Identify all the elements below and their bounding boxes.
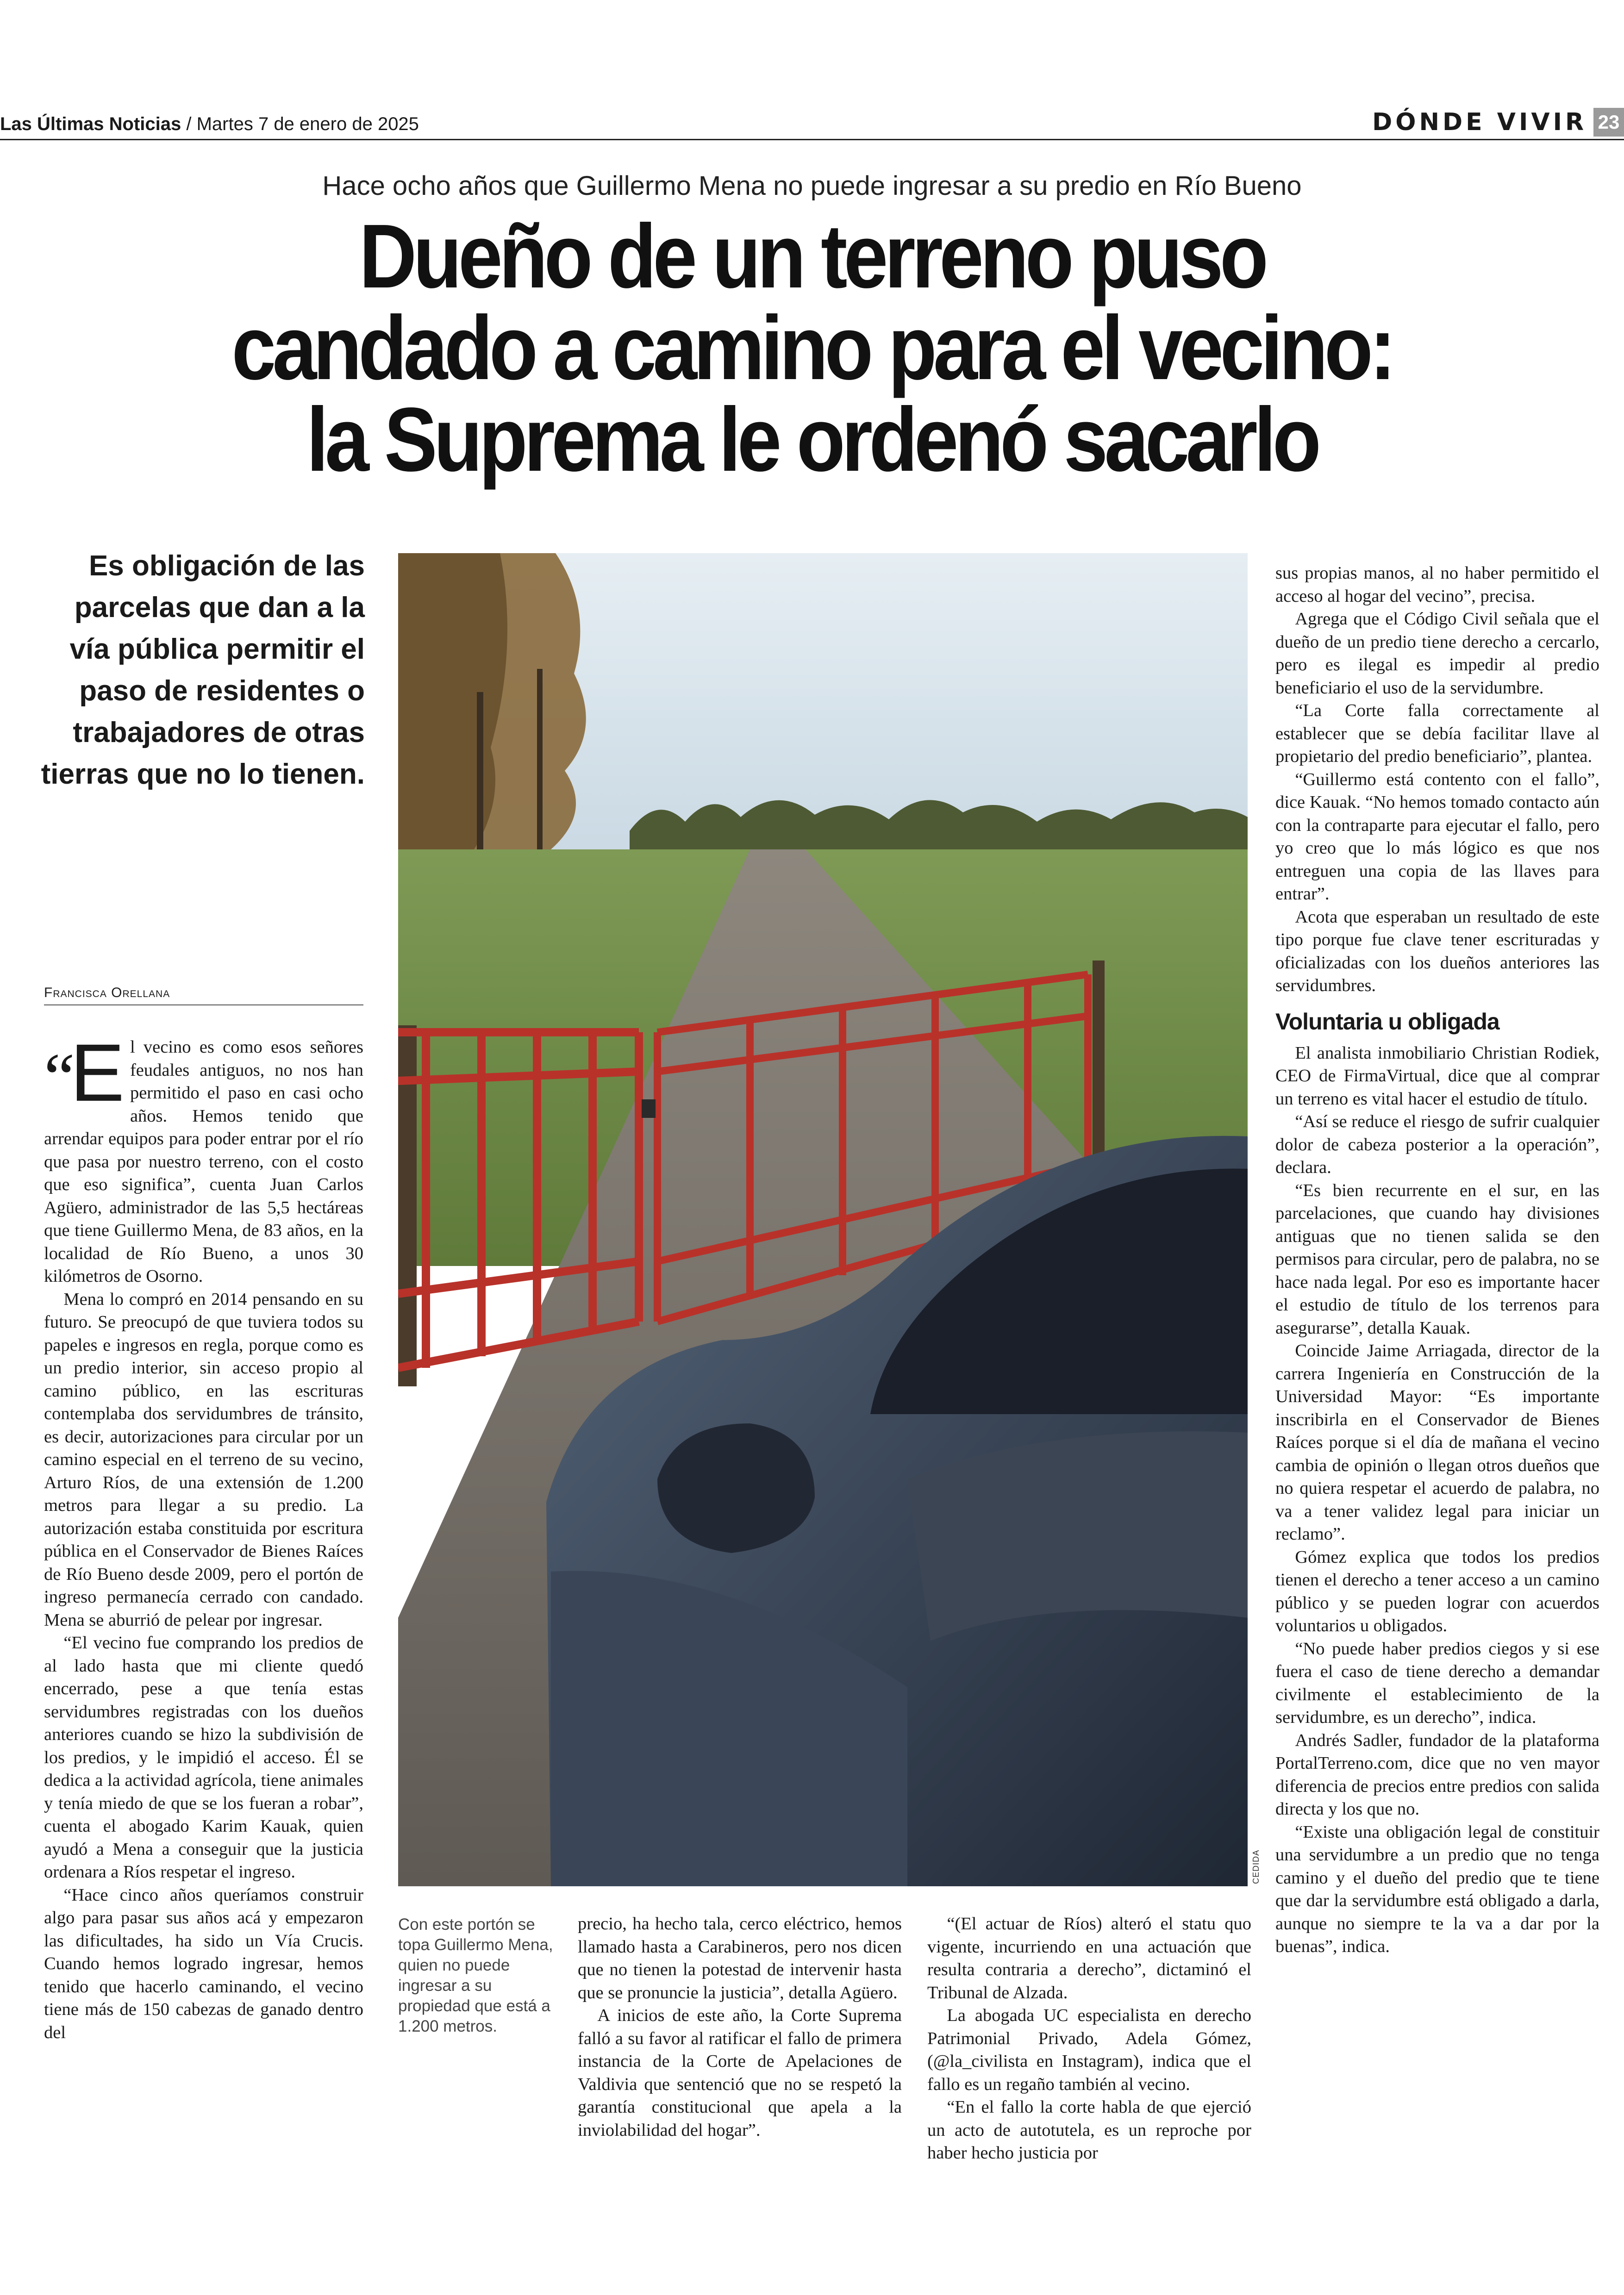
masthead-separator: / — [181, 114, 197, 134]
page-number: 23 — [1593, 108, 1624, 137]
newspaper-name: Las Últimas Noticias — [0, 114, 181, 134]
paragraph: A inicios de este año, la Corte Suprema falló a su favor al ratificar el fallo de primera instancia de la Corte de Apelaciones de Valdivia que sentenció que no se respetó la garantía constitucional que apela a la inviolabilidad del hogar”. — [578, 2006, 902, 2140]
article-photo — [398, 553, 1248, 1886]
section-name: DÓNDE VIVIR — [1372, 108, 1587, 136]
paragraph: “El vecino fue comprando los predios de al lado hasta que mi cliente quedó encerrado, pese a que tenía estas servidumbres registradas con los dueños anteriores cuando se hizo la subdivisión de los predios, y le impidió el acceso. Él se dedica a la actividad agrícola, tiene animales y tenía miedo de que se los fueran a robar”, cuenta el abogado Karim Kauak, quien ayudó a Mena a conseguir que la justicia ordenara a Ríos respetar el ingreso. — [44, 1633, 363, 1882]
drop-cap — [44, 1028, 125, 1118]
paragraph: “La Corte falla correctamente al establecer que se debía facilitar llave al propietario del predio beneficiario”, plantea. — [1275, 701, 1599, 766]
byline — [44, 985, 363, 1005]
headline-line: la Suprema le ordenó sacarlo — [306, 389, 1318, 490]
paragraph: Andrés Sadler, fundador de la plataforma PortalTerreno.com, dice que no ven mayor diferencia de precios entre predios con salida directa y los que no. — [1275, 1730, 1599, 1819]
photo-credit: CEDIDA — [1251, 1849, 1261, 1884]
article-column-4 — [1275, 562, 1599, 1958]
car-dashboard — [907, 1431, 1248, 1641]
kicker: Hace ocho años que Guillermo Mena no puede ingresar a su predio en Río Bueno — [322, 171, 1302, 201]
headline-line: candado a camino para el vecino: — [231, 297, 1393, 399]
quote-mark: “ — [44, 1039, 69, 1116]
article-column-2 — [578, 1913, 902, 2142]
paragraph: “Es bien recurrente en el sur, en las parcelaciones, que cuando hay divisiones antiguas que no tienen salida se den permisos para circular, pero de palabra, no se hace nada legal. Por eso es importante hacer el estudio de título de los terrenos para asegurarse”, detalla Kauak. — [1275, 1180, 1599, 1338]
paragraph: “Hace cinco años queríamos construir algo para pasar sus años acá y empezaron las dificultades, ha sido un Vía Crucis. Cuando hemos logrado ingresar, hemos tenido que hacerlo caminando, el vecino tiene más de 150 cabezas de ganado dentro del — [44, 1885, 363, 2042]
masthead-info — [0, 114, 419, 135]
paragraph: “Existe una obligación legal de constituir una servidumbre a un predio que no tenga camino y el dueño del predio que te tiene que dar la servidumbre está obligado a darla, aunque no siempre te la va a dar por la buenas”, indica. — [1275, 1822, 1599, 1956]
drop-cap-letter: E — [70, 1028, 125, 1118]
paragraph: “En el fallo la corte habla de que ejerció un acto de autotutela, es un reproche por haber hecho justicia por — [927, 2097, 1251, 2163]
masthead — [0, 107, 1624, 144]
subheading: Voluntaria u obligada — [1275, 1008, 1499, 1035]
article-column-1 — [44, 1028, 363, 2044]
paragraph: Mena lo compró en 2014 pensando en su futuro. Se preocupó de que tuviera todos su papeles e ingresos en regla, porque como es un predio interior, sin acceso propio al camino público, en las escrituras contemplaba dos servidumbres de tránsito, es decir, autorizaciones para circular por un camino especial en el terreno de su vecino, Arturo Ríos, de una extensión de 1.200 metros para llegar a su predio. La autorización estaba constituida por escritura pública en el Conservador de Bienes Raíces de Río Bueno desde 2009, pero el portón de ingreso permanecía cerrado con candado. Mena se aburrió de pelear por ingresar. — [44, 1289, 363, 1630]
paragraph: precio, ha hecho tala, cerco eléctrico, hemos llamado hasta a Carabineros, pero nos dicen que no tienen la potestad de intervenir hasta que se pronuncie la justicia”, detalla Agüero. — [578, 1914, 902, 2002]
article-column-3 — [927, 1913, 1251, 2165]
byline-name: Francisca Orellana — [44, 985, 170, 1000]
deck: Es obligación de las parcelas que dan a la vía pública permitir el paso de residentes o trabajadores de otras tierras que no lo tienen. — [41, 550, 365, 790]
paragraph — [44, 1028, 363, 1288]
paragraph: La abogada UC especialista en derecho Patrimonial Privado, Adela Gómez, (@la_civilista en Instagram), indica que el fallo es un regaño también al vecino. — [927, 2006, 1251, 2094]
paragraph: sus propias manos, al no haber permitido el acceso al hogar del vecino”, precisa. — [1275, 563, 1599, 606]
issue-date: Martes 7 de enero de 2025 — [196, 114, 419, 134]
paragraph: “No puede haber predios ciegos y si ese fuera el caso de tiene derecho a demandar civilmente el establecimiento de la servidumbre, es un derecho”, indica. — [1275, 1639, 1599, 1727]
masthead-rule — [0, 139, 1624, 140]
paragraph: Gómez explica que todos los predios tienen el derecho a tener acceso a un camino público y se pueden lograr con acuerdos voluntarios u obligados. — [1275, 1547, 1599, 1635]
paragraph: Agrega que el Código Civil señala que el dueño de un predio tiene derecho a cercarlo, pero es ilegal es impedir al predio beneficiario el uso de la servidumbre. — [1275, 609, 1599, 698]
paragraph: Acota que esperaban un resultado de este tipo porque fue clave tener escrituradas y oficializadas con los dueños anteriores las servidumbres. — [1275, 907, 1599, 995]
paragraph: El analista inmobiliario Christian Rodiek, CEO de FirmaVirtual, dice que al comprar un terreno es vital hacer el estudio de título. — [1275, 1043, 1599, 1109]
paragraph: “(El actuar de Ríos) alteró el statu quo vigente, incurriendo en una actuación que resulta contraria a derecho”, dictaminó el Tribunal de Alzada. — [927, 1914, 1251, 2002]
padlock — [642, 1099, 656, 1118]
paragraph: Coincide Jaime Arriagada, director de la carrera Ingeniería en Construcción de la Universidad Mayor: “Es importante inscribirla en el Conservador de Bienes Raíces porque si el día de mañana el vecino cambia de opinión o llegan otros dueños que no quiera respetar el acuerdo de palabra, no va a tener validez legal para iniciar un reclamo”. — [1275, 1341, 1599, 1544]
headline — [146, 206, 1478, 490]
paragraph: “Así se reduce el riesgo de sufrir cualquier dolor de cabeza posterior a la operación”, declara. — [1275, 1112, 1599, 1177]
photo-caption: Con este portón se topa Guillermo Mena, quien no puede ingresar a su propiedad que está a 1.200 metros. — [398, 1915, 553, 2035]
paragraph: “Guillermo está contento con el fallo”, dice Kauak. “No hemos tomado contacto aún con la contraparte para ejecutar el fallo, pero yo creo que lo más lógico es que nos entreguen una copia de las llaves para entrar”. — [1275, 769, 1599, 904]
gate-photo-illustration — [398, 553, 1248, 1886]
section-label — [1372, 107, 1624, 137]
paragraph-text: l vecino es como esos señores feudales antiguos, no nos han permitido el paso en casi ocho años. Hemos tenido que arrendar equipos para poder entrar por el río que pasa por nuestro terreno, con el costo que eso significa”, cuenta Juan Carlos Agüero, administrador de las 5,5 hectáreas que tiene Guillermo Mena, de 83 años, en la localidad de Río Bueno, a unos 30 kilómetros de Osorno. — [44, 1037, 363, 1286]
headline-line: Dueño de un terreno puso — [359, 206, 1265, 307]
